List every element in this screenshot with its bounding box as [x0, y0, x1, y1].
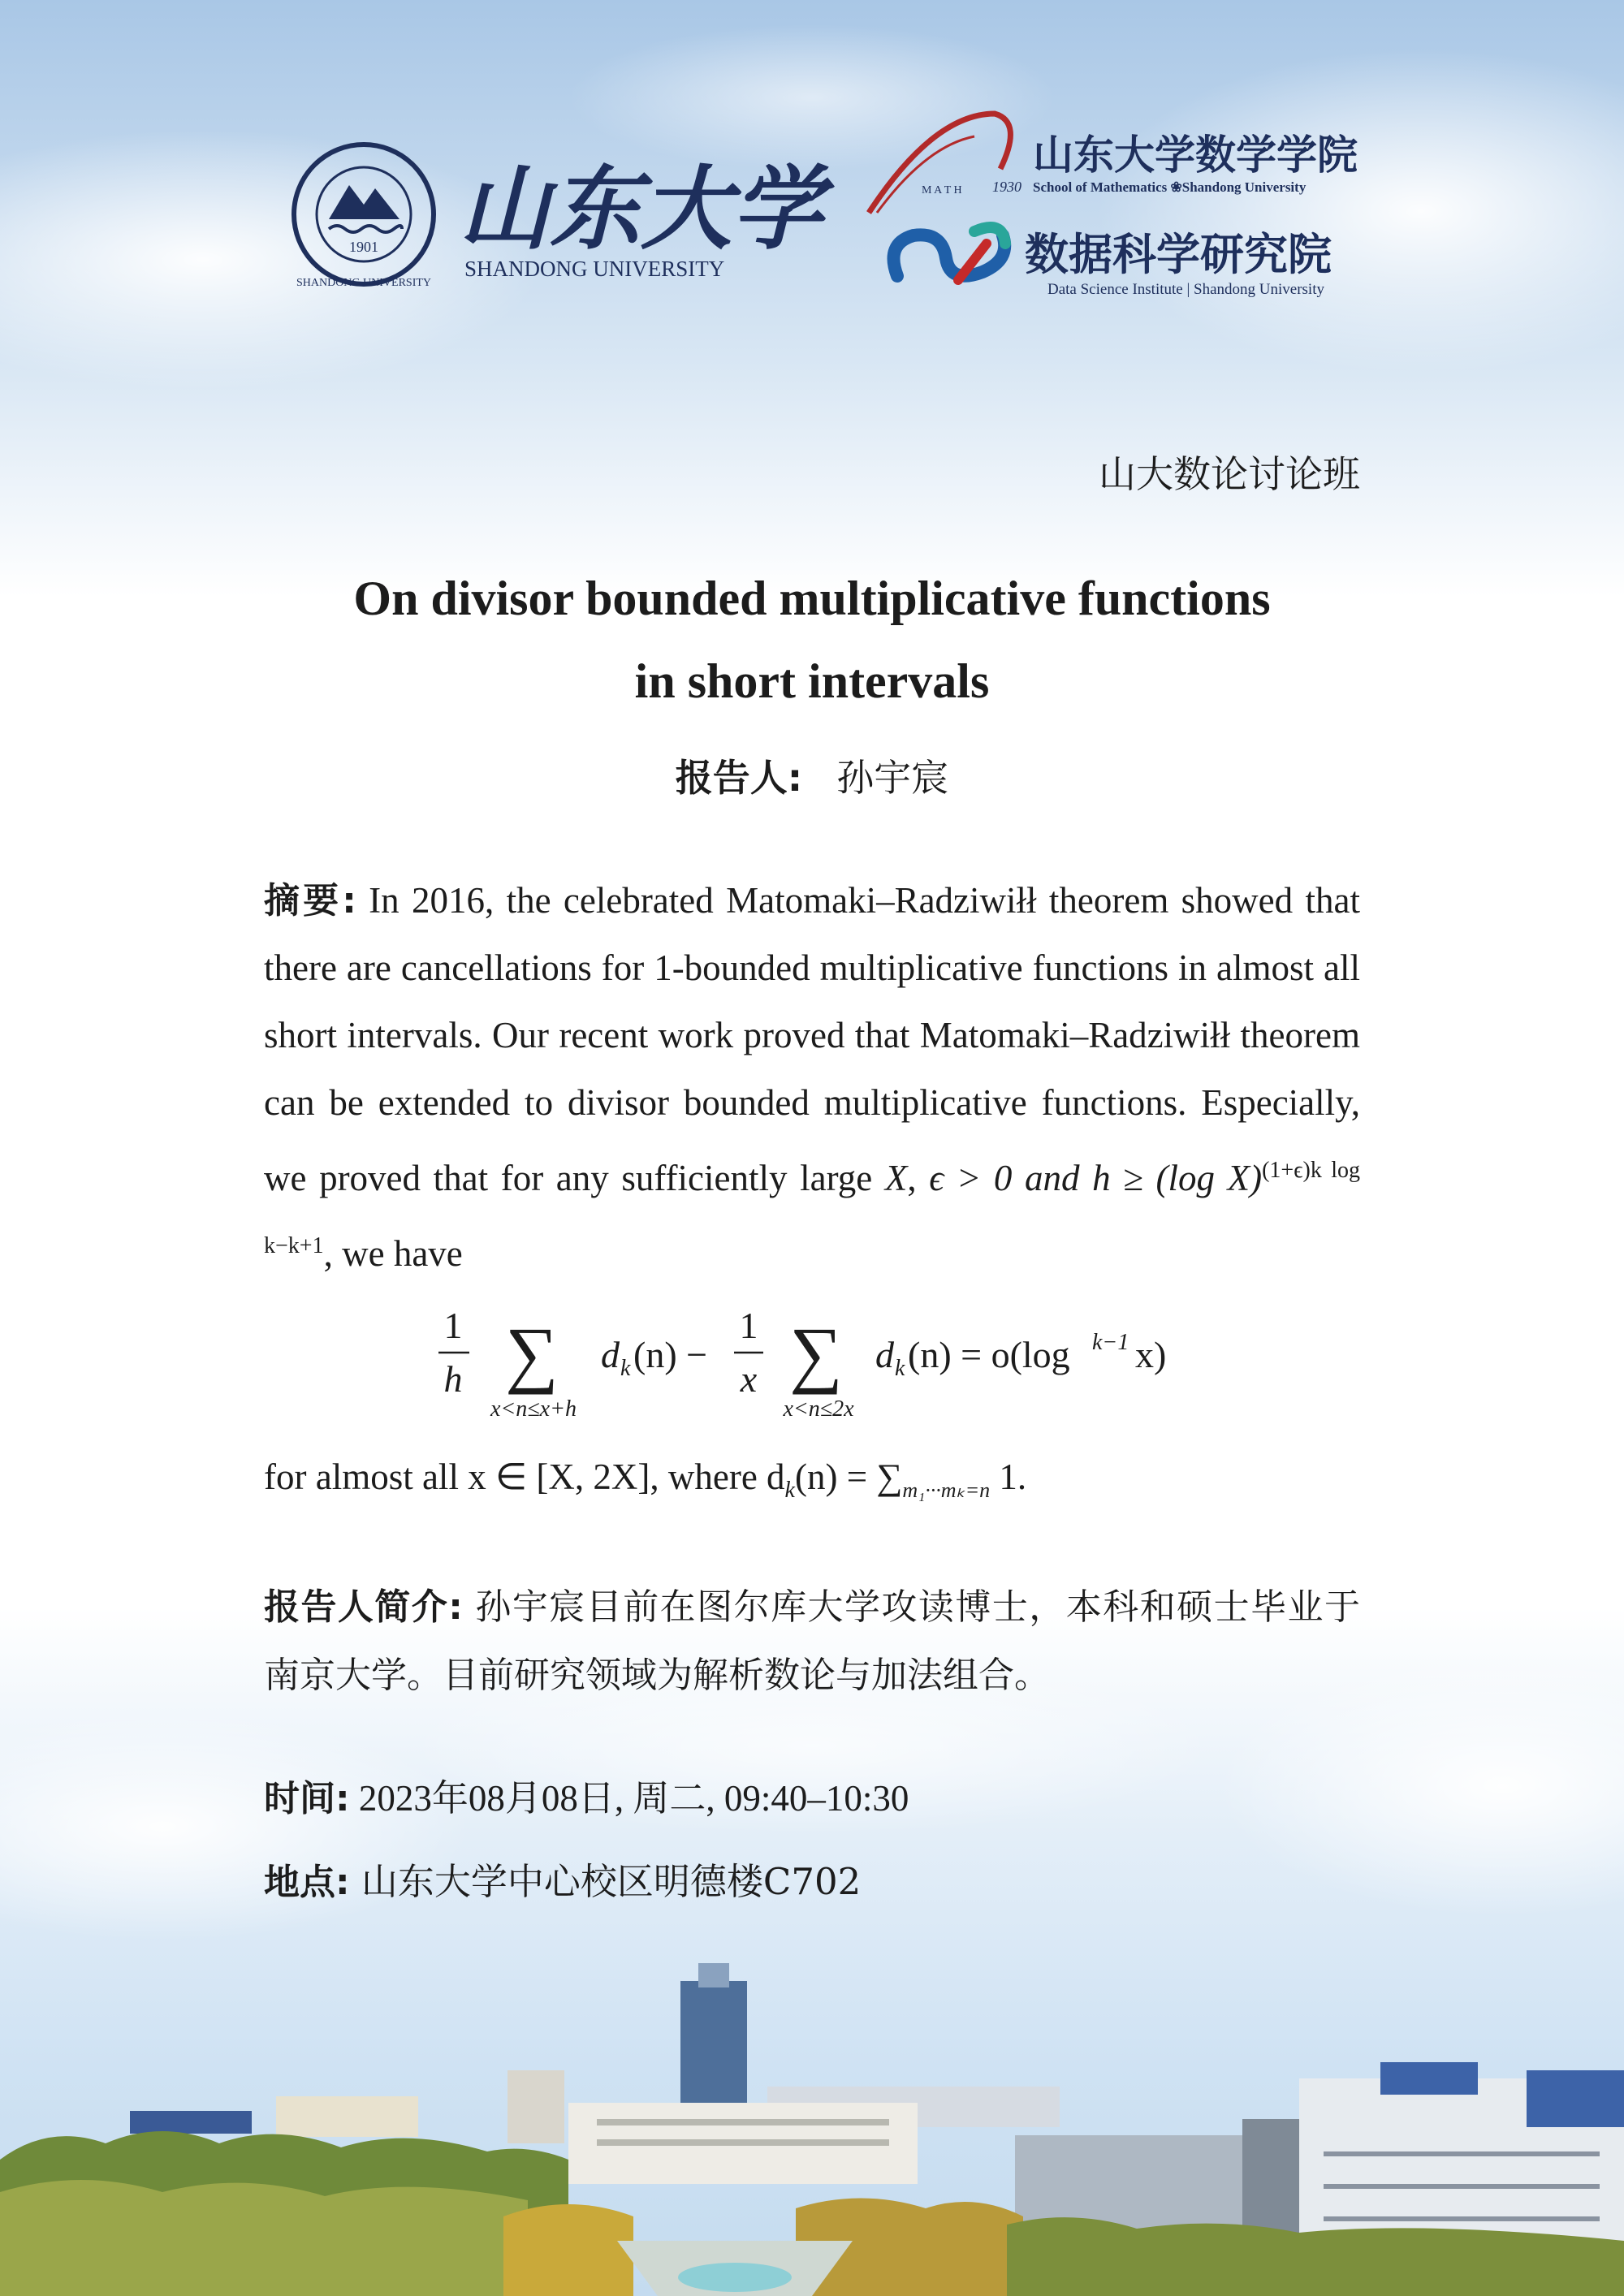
math-school-cn: 山东大学数学学院 [1033, 131, 1358, 179]
followup-sum-sub: m₁···mₖ=n [902, 1478, 991, 1502]
display-equation [0, 1293, 1624, 1431]
talk-title-line-2: in short intervals [634, 654, 990, 708]
eq-frac2-den: x [740, 1358, 758, 1400]
abstract-text: In 2016, the celebrated Matomaki–Radziwiłł theorem showed that there are cancellations for 1-bounded multiplicative functions in almost all short intervals. Our recent work proved that Matomaki–Radziwiłł theorem can be extended to divisor bounded multiplicative functions. Especially, we proved that for any sufficiently large [264, 880, 1360, 1198]
eq-term1-sub: k [620, 1356, 631, 1381]
eq-sum2-sub: x<n≤2x [783, 1396, 854, 1422]
header-logos [0, 0, 1624, 341]
bio-text: 孙宇宸目前在图尔库大学攻读博士，本科和硕士毕业于南京大学。目前研究领域为解析数论与加法组合。 [264, 1586, 1361, 1696]
time-value: 2023年08月08日, 周二, 09:40–10:30 [349, 1778, 909, 1819]
speaker-name: 孙宇宸 [836, 756, 949, 800]
followup-text: for almost all x ∈ [X, 2X], where d [264, 1457, 785, 1497]
abstract-condition-tail: , we have [323, 1233, 463, 1274]
eq-term2: d [875, 1334, 894, 1375]
svg-text:1930: 1930 [992, 179, 1021, 195]
time-label: 时间: [264, 1778, 350, 1819]
abstract [264, 867, 1360, 1288]
followup-mid: (n) = ∑ [794, 1457, 903, 1497]
seal-text: SHANDONG UNIVERSITY [296, 277, 432, 289]
svg-text:M A T H: M A T H [922, 184, 962, 196]
speaker-line [0, 749, 1624, 802]
sdu-seal-logo [294, 145, 434, 289]
dsi-en: Data Science Institute | Shandong University [1047, 281, 1324, 298]
eq-term1: d [601, 1334, 620, 1375]
eq-frac2-num: 1 [739, 1305, 758, 1346]
talk-location [264, 1848, 1360, 1916]
dsi-logo [894, 227, 1006, 280]
eq-sum1-sub: x<n≤x+h [490, 1396, 577, 1422]
abstract-comma: , [907, 1158, 917, 1198]
talk-title [0, 557, 1624, 723]
abstract-exponent: (1+ϵ)k log k−k+1 [264, 1158, 1361, 1258]
eq-log-exponent: k−1 [1092, 1330, 1129, 1355]
abstract-var-x: X [884, 1158, 908, 1198]
sdu-calligraphy: 山东大学 [459, 156, 823, 262]
place-value: 山东大学中心校区明德楼C702 [349, 1860, 862, 1903]
eq-tail: x) [1135, 1334, 1167, 1375]
eq-sum2-sign: ∑ [789, 1312, 843, 1395]
seal-year: 1901 [349, 239, 378, 255]
math-school-en: School of Mathematics ❀Shandong University [1033, 179, 1307, 195]
eq-term1-arg: (n) − [633, 1334, 708, 1375]
eq-term2-arg: (n) = o(log [908, 1334, 1070, 1375]
eq-sum1-sign: ∑ [505, 1312, 559, 1395]
sdu-english-name: SHANDONG UNIVERSITY [464, 257, 725, 281]
bio-label: 报告人简介: [264, 1586, 463, 1628]
campus-skyline-image [0, 1949, 1624, 2296]
eq-frac1-den: h [443, 1358, 463, 1400]
speaker-bio [264, 1573, 1360, 1710]
math-school-logo [869, 114, 1021, 213]
talk-title-line-1: On divisor bounded multiplicative functions [353, 572, 1271, 625]
equation-followup [264, 1444, 1360, 1524]
eq-term2-sub: k [895, 1356, 905, 1381]
dsi-cn-name: 数据科学研究院 [1025, 228, 1332, 280]
eq-frac1-num: 1 [443, 1305, 463, 1346]
talk-time [264, 1765, 1360, 1832]
seminar-series-name: 山大数论讨论班 [1099, 452, 1360, 496]
abstract-label: 摘要: [264, 880, 356, 921]
abstract-condition: ϵ > 0 and h ≥ (log X) [929, 1158, 1263, 1198]
place-label: 地点: [264, 1862, 350, 1903]
followup-sub: k [784, 1478, 795, 1503]
followup-end: 1. [990, 1457, 1027, 1497]
speaker-label: 报告人: [675, 756, 803, 800]
